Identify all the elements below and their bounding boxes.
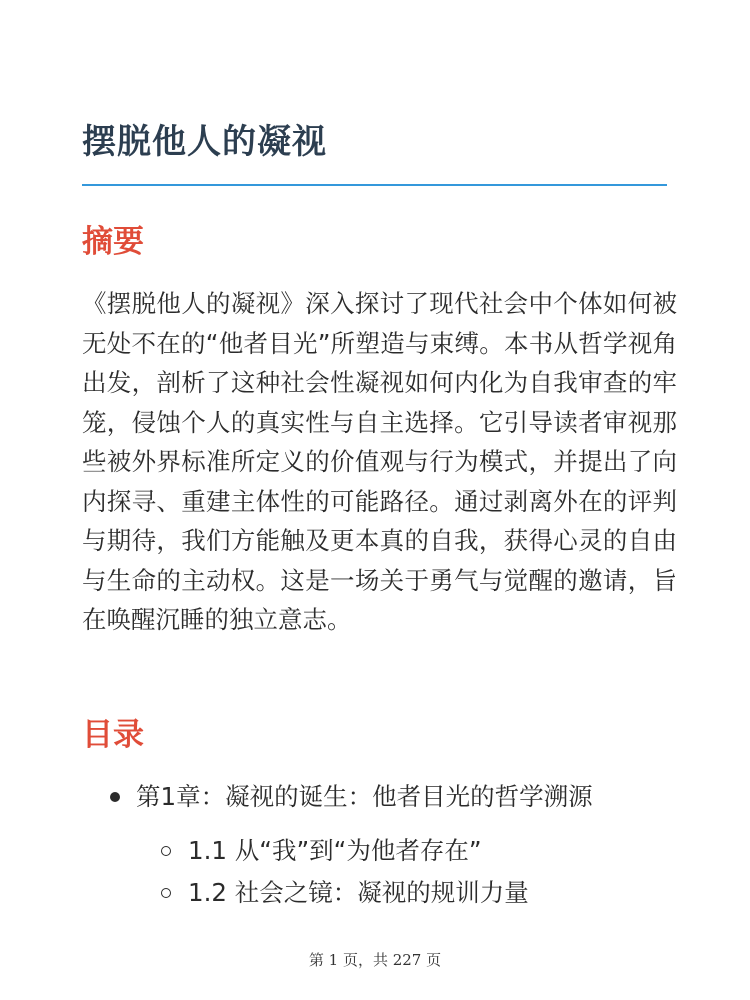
document-title: 摆脱他人的凝视	[82, 122, 327, 162]
summary-paragraph: 《摆脱他人的凝视》深入探讨了现代社会中个体如何被无处不在的“他者目光”所塑造与束缚。本书从哲学视角出发，剖析了这种社会性凝视如何内化为自我审查的牢笼，侵蚀个人的真实性与自主选择。它引导读者审视那些被外界标准所定义的价值观与行为模式，并提出了向内探寻、重建主体性的可能路径。通过剥离外在的评判与期待，我们方能触及更本真的自我，获得心灵的自由与生命的主动权。这是一场关于勇气与觉醒的邀请，旨在唤醒沉睡的独立意志。	[82, 289, 677, 634]
toc-chapter-1	[0, 772, 750, 914]
toc-section-1-1	[188, 830, 750, 872]
toc-section-label: 1.1 从“我”到“为他者存在”	[188, 836, 482, 865]
toc-section-label: 1.2 社会之镜：凝视的规训力量	[188, 878, 529, 907]
summary-heading: 摘要	[82, 224, 144, 260]
bullet-disc-icon	[110, 792, 120, 802]
title-divider	[82, 184, 667, 186]
toc-section-1-2	[188, 872, 750, 914]
bullet-circle-icon	[161, 846, 171, 856]
toc-heading: 目录	[82, 717, 144, 753]
bullet-circle-icon	[161, 888, 171, 898]
page-number-footer: 第 1 页，共 227 页	[308, 951, 442, 969]
toc-list	[0, 772, 750, 914]
toc-chapter-label: 第1章：凝视的诞生：他者目光的哲学溯源	[136, 782, 593, 811]
toc-subsection-list	[136, 830, 750, 914]
